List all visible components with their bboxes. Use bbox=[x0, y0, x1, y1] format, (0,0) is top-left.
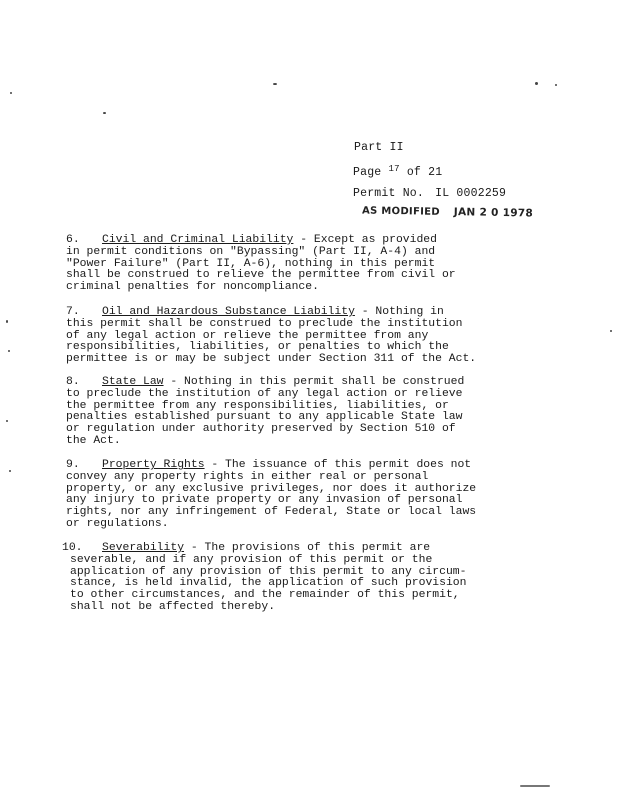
section-number: 6. bbox=[66, 234, 80, 246]
section-number: 9. bbox=[66, 459, 80, 471]
page-number: 17 bbox=[388, 164, 400, 174]
section-line: the Act. bbox=[66, 434, 121, 447]
section-line: shall be construed to relieve the permittee from civil or bbox=[66, 269, 456, 282]
section-line: criminal penalties for noncompliance. bbox=[66, 281, 319, 294]
section-line: rights, nor any infringement of Federal, State or local laws bbox=[66, 506, 477, 519]
section-line: severable, and if any provision of this permit or the bbox=[70, 553, 433, 566]
part-label: Part II bbox=[354, 141, 404, 154]
modified-stamp bbox=[362, 205, 533, 220]
section-number: 10. bbox=[62, 542, 83, 554]
section-line: or regulations. bbox=[66, 517, 169, 530]
section-line: - Except as provided bbox=[293, 234, 437, 246]
section-line: to preclude the institution of any legal action or relieve bbox=[66, 387, 463, 400]
section-line: responsibilities, liabilities, or penalties to which the bbox=[66, 341, 449, 354]
section-line: application of any provision of this permit to any circum- bbox=[70, 565, 467, 578]
scan-speck bbox=[9, 470, 11, 472]
page-of: of bbox=[406, 166, 422, 179]
section-line: permittee is or may be subject under Section 311 of the Act. bbox=[66, 353, 477, 366]
permit-number-line bbox=[353, 187, 506, 200]
section-8 bbox=[66, 377, 506, 448]
permit-number: IL 0002259 bbox=[435, 187, 507, 200]
section-line: - Nothing in bbox=[354, 306, 444, 318]
permit-label: Permit No. bbox=[353, 187, 425, 200]
scan-speck bbox=[520, 785, 550, 787]
section-title: Oil and Hazardous Substance Liability bbox=[102, 306, 355, 318]
section-10 bbox=[62, 543, 502, 614]
section-line: - The provisions of this permit are bbox=[184, 542, 431, 554]
scan-speck bbox=[273, 83, 277, 85]
section-title: Civil and Criminal Liability bbox=[102, 234, 294, 246]
section-line: property, or any exclusive privileges, nor does it authorize bbox=[66, 482, 477, 495]
section-title: Severability bbox=[102, 542, 185, 554]
section-6 bbox=[66, 235, 506, 294]
page-indicator bbox=[353, 164, 442, 179]
section-title: State Law bbox=[102, 376, 164, 388]
section-line: "Power Failure" (Part II, A-6), nothing in this permit bbox=[66, 257, 436, 270]
section-9 bbox=[66, 460, 506, 531]
section-line: or regulation under authority preserved by Section 510 of bbox=[66, 423, 456, 436]
page-label: Page bbox=[353, 166, 382, 179]
section-line: penalties established pursuant to any applicable State law bbox=[66, 411, 463, 424]
section-line: stance, is held invalid, the application of such provision bbox=[70, 577, 467, 590]
section-line: of any legal action or relieve the permittee from any bbox=[66, 329, 429, 342]
scan-speck bbox=[10, 92, 12, 94]
section-line: to other circumstances, and the remainder of this permit, bbox=[70, 589, 460, 602]
section-line: in permit conditions on "Bypassing" (Part II, A-4) and bbox=[66, 245, 436, 258]
stamp-date: JAN 2 0 1978 bbox=[453, 206, 534, 220]
scan-speck bbox=[103, 112, 106, 114]
section-line: - Nothing in this permit shall be construed bbox=[163, 376, 465, 388]
scan-speck bbox=[6, 320, 8, 323]
section-line: the permittee from any responsibilities, liabilities, or bbox=[66, 399, 449, 412]
stamp-modified-text: AS MODIFIED bbox=[361, 205, 440, 218]
section-line: - The issuance of this permit does not bbox=[204, 459, 472, 471]
section-title: Property Rights bbox=[102, 459, 205, 471]
section-line: shall not be affected thereby. bbox=[70, 600, 276, 613]
section-line: convey any property rights in either real or personal bbox=[66, 470, 429, 483]
scan-speck bbox=[535, 82, 538, 85]
scan-speck bbox=[555, 84, 557, 86]
page-total: 21 bbox=[428, 166, 443, 179]
scan-speck bbox=[610, 330, 612, 332]
section-7 bbox=[66, 307, 506, 366]
scan-speck bbox=[8, 350, 10, 352]
section-number: 8. bbox=[66, 376, 80, 388]
section-line: any injury to private property or any invasion of personal bbox=[66, 494, 463, 507]
section-line: this permit shall be construed to preclude the institution bbox=[66, 317, 463, 330]
section-number: 7. bbox=[66, 306, 80, 318]
scan-speck bbox=[6, 420, 8, 422]
